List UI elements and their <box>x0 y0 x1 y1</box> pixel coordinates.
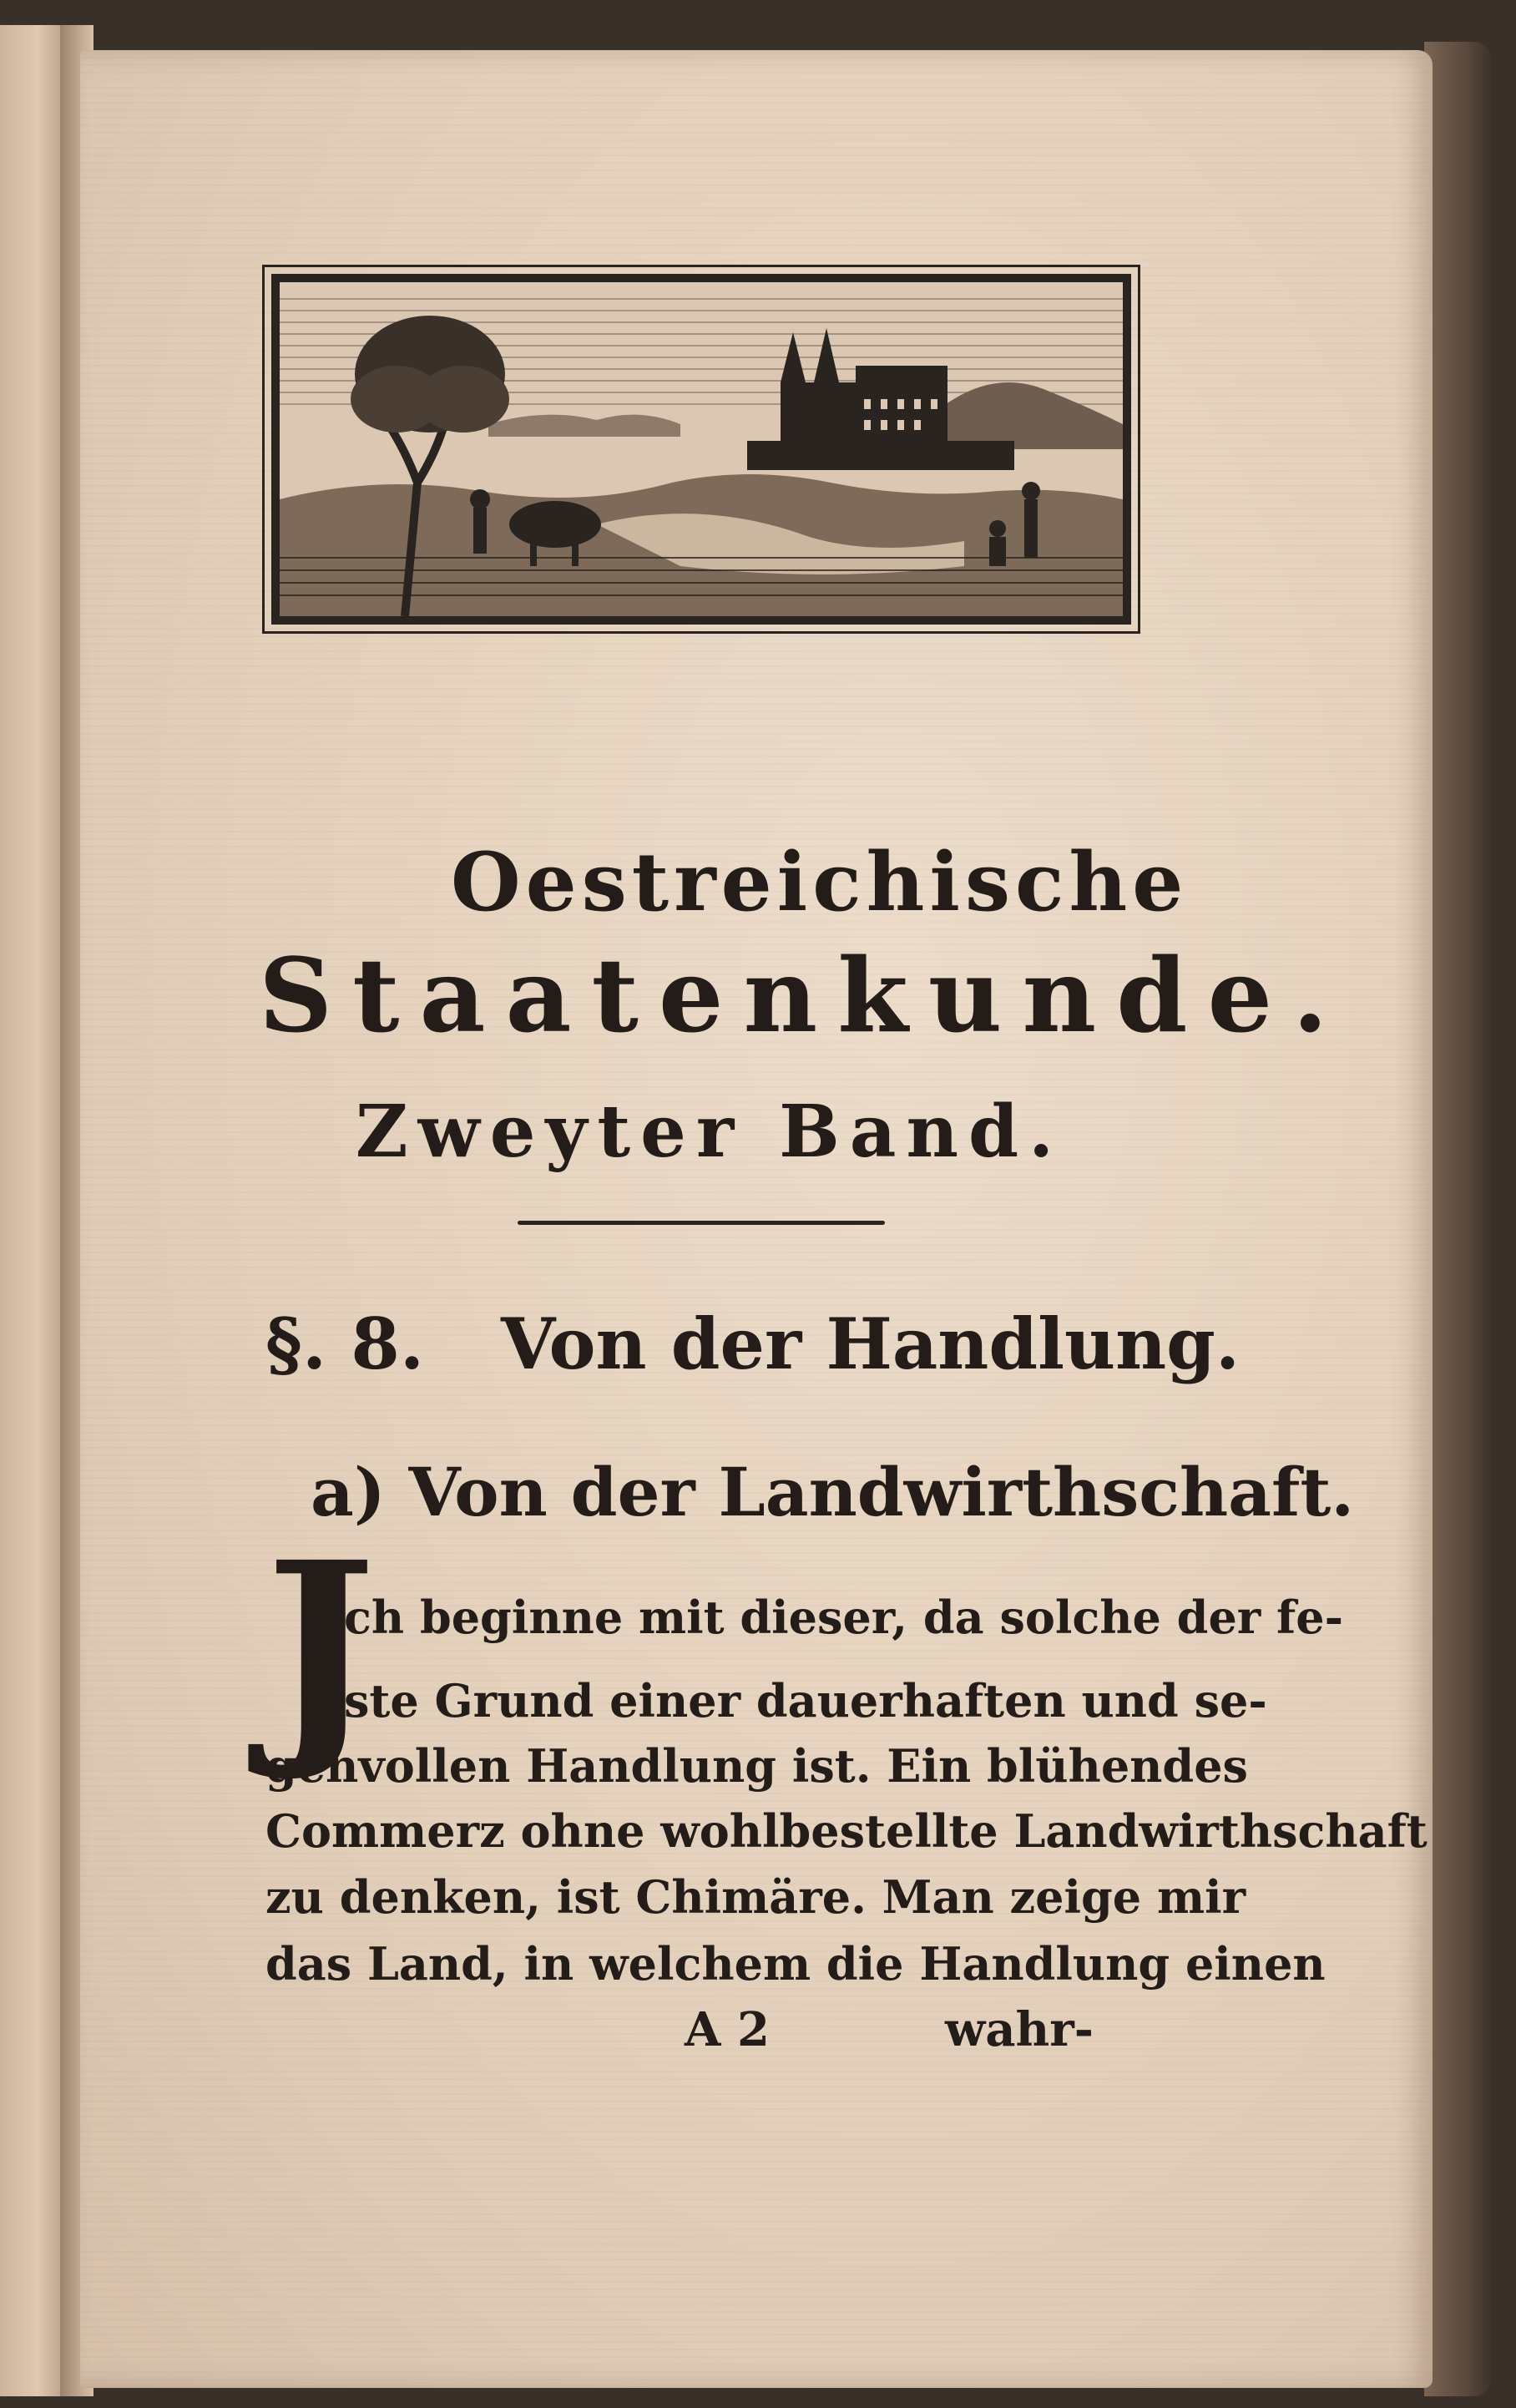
volume-line: Zweyter Band. <box>355 1090 1064 1174</box>
woodcut-vignette <box>271 274 1131 625</box>
divider-rule <box>518 1221 885 1225</box>
title-line-2: Staatenkunde. <box>259 935 1348 1055</box>
body-line-6: das Land, in welchem die Handlung einen <box>265 1937 1326 1991</box>
body-line-1: ch beginne mit dieser, da solche der fe- <box>344 1591 1344 1644</box>
body-line-2: ste Grund einer dauerhaften und se- <box>344 1674 1267 1728</box>
body-line-5: zu denken, ist Chimäre. Man zeige mir <box>265 1870 1246 1924</box>
catchword: wahr- <box>945 2002 1094 2057</box>
facing-page-edge <box>0 25 68 2396</box>
signature-mark: A 2 <box>685 2002 770 2057</box>
body-line-4: Commerz ohne wohlbestellte Landwirthschaft <box>265 1804 1428 1858</box>
book-cover-edge <box>1424 42 1491 2396</box>
section-number: §. 8. <box>265 1303 425 1385</box>
drop-cap-initial: J <box>265 1511 376 1786</box>
title-line-1: Oestreichische <box>451 835 1189 929</box>
section-heading: Von der Handlung. <box>501 1303 1241 1385</box>
body-line-3: genvollen Handlung ist. Ein blühendes <box>265 1739 1248 1793</box>
subsection-heading: a) Von der Landwirthschaft. <box>311 1453 1355 1531</box>
landscape-illustration <box>280 282 1123 616</box>
